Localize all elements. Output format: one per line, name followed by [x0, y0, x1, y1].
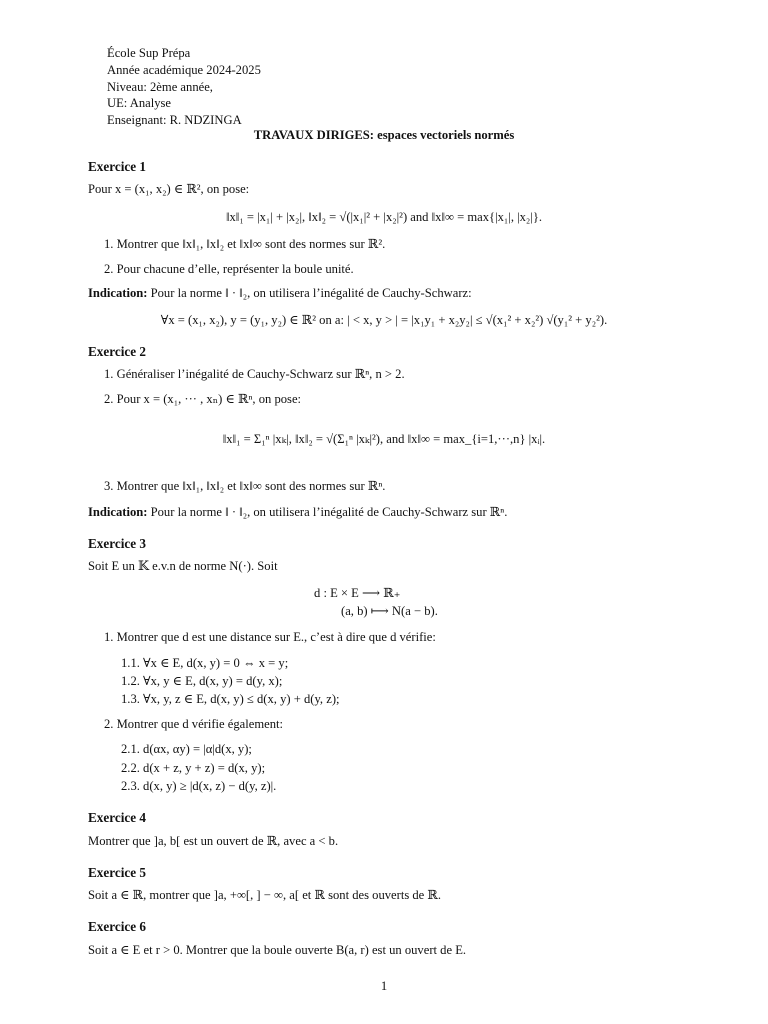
hint-text: Pour la norme ‖ · ‖₂, on utilisera l’inégalité de Cauchy-Schwarz sur ℝⁿ.	[147, 505, 508, 519]
map-definition-line-1: d : E × E ⟶ ℝ₊	[314, 586, 401, 600]
exercise-1-question-2: 2. Pour chacune d’elle, représenter la boule unité.	[104, 262, 354, 276]
hint-text: Pour la norme ‖ · ‖₂, on utilisera l’inégalité de Cauchy-Schwarz:	[147, 286, 472, 300]
page-title: TRAVAUX DIRIGES: espaces vectoriels normés	[253, 128, 515, 142]
document-header	[107, 45, 261, 129]
map-definition-line-2: (a, b) ⟼ N(a − b).	[341, 604, 438, 618]
hint-label: Indication:	[88, 286, 148, 300]
exercise-5-text: Soit a ∈ ℝ, montrer que ]a, +∞[, ] − ∞, a[ et ℝ sont des ouverts de ℝ.	[88, 888, 442, 902]
exercise-4-heading: Exercice 4	[88, 810, 146, 825]
exercise-1-heading: Exercice 1	[88, 159, 146, 174]
exercise-3-heading: Exercice 3	[88, 536, 146, 551]
exercise-1-hint	[88, 285, 472, 301]
page-number: 1	[380, 979, 388, 993]
exercise-2-hint	[88, 504, 507, 520]
exercise-3-intro: Soit E un 𝕂 e.v.n de norme N(·). Soit	[88, 559, 278, 573]
exercise-2-question-2: 2. Pour x = (x₁, ··· , xₙ) ∈ ℝⁿ, on pose:	[104, 392, 302, 406]
exercise-1-hint-formula: ∀x = (x₁, x₂), y = (y₁, y₂) ∈ ℝ² on a: | < x, y > | = |x₁y₁ + x₂y₂| ≤ √(x₁² + x₂²) √(y₁² + y₂²).	[160, 313, 608, 327]
exercise-3-question-1: 1. Montrer que d est une distance sur E., c’est à dire que d vérifie:	[104, 630, 436, 644]
course-unit: UE: Analyse	[107, 96, 172, 111]
exercise-1-question-1: 1. Montrer que ‖x‖₁, ‖x‖₂ et ‖x‖∞ sont des normes sur ℝ².	[104, 237, 386, 251]
exercise-3-question-1-2: 1.2. ∀x, y ∈ E, d(x, y) = d(y, x);	[121, 674, 283, 688]
exercise-3-question-2-2: 2.2. d(x + z, y + z) = d(x, y);	[121, 761, 266, 775]
exercise-3-question-1-1: 1.1. ∀x ∈ E, d(x, y) = 0 ⇔ x = y;	[121, 656, 289, 670]
exercise-6-heading: Exercice 6	[88, 919, 146, 934]
exercise-3-question-2: 2. Montrer que d vérifie également:	[104, 717, 284, 731]
exercise-3-question-2-3: 2.3. d(x, y) ≥ |d(x, z) − d(y, z)|.	[121, 779, 277, 793]
exercise-2-question-1: 1. Généraliser l’inégalité de Cauchy-Schwarz sur ℝⁿ, n > 2.	[104, 367, 405, 381]
exercise-3-question-1-3: 1.3. ∀x, y, z ∈ E, d(x, y) ≤ d(x, y) + d(y, z);	[121, 692, 340, 706]
hint-label: Indication:	[88, 505, 148, 519]
school-name: École Sup Prépa	[107, 46, 191, 60]
exercise-2-question-3: 3. Montrer que ‖x‖₁, ‖x‖₂ et ‖x‖∞ sont des normes sur ℝⁿ.	[104, 479, 386, 493]
exercise-2-heading: Exercice 2	[88, 344, 146, 359]
level: Niveau: 2ème année,	[107, 79, 213, 94]
exercise-1-intro: Pour x = (x₁, x₂) ∈ ℝ², on pose:	[88, 182, 250, 196]
exercise-6-text: Soit a ∈ E et r > 0. Montrer que la boule ouverte B(a, r) est un ouvert de E.	[88, 943, 467, 957]
exercise-1-formula: ‖x‖₁ = |x₁| + |x₂|, ‖x‖₂ = √(|x₁|² + |x₂|²) and ‖x‖∞ = max{|x₁|, |x₂|}.	[225, 210, 543, 224]
teacher: Enseignant: R. NDZINGA	[107, 113, 242, 128]
exercise-5-heading: Exercice 5	[88, 865, 146, 880]
academic-year: Année académique 2024-2025	[107, 62, 261, 77]
exercise-2-formula: ‖x‖₁ = Σ₁ⁿ |xₖ|, ‖x‖₂ = √(Σ₁ⁿ |xₖ|²), and ‖x‖∞ = max_{i=1,···,n} |xᵢ|.	[222, 432, 546, 446]
exercise-3-question-2-1: 2.1. d(αx, αy) = |α|d(x, y);	[121, 742, 252, 756]
exercise-4-text: Montrer que ]a, b[ est un ouvert de ℝ, avec a < b.	[88, 834, 339, 848]
